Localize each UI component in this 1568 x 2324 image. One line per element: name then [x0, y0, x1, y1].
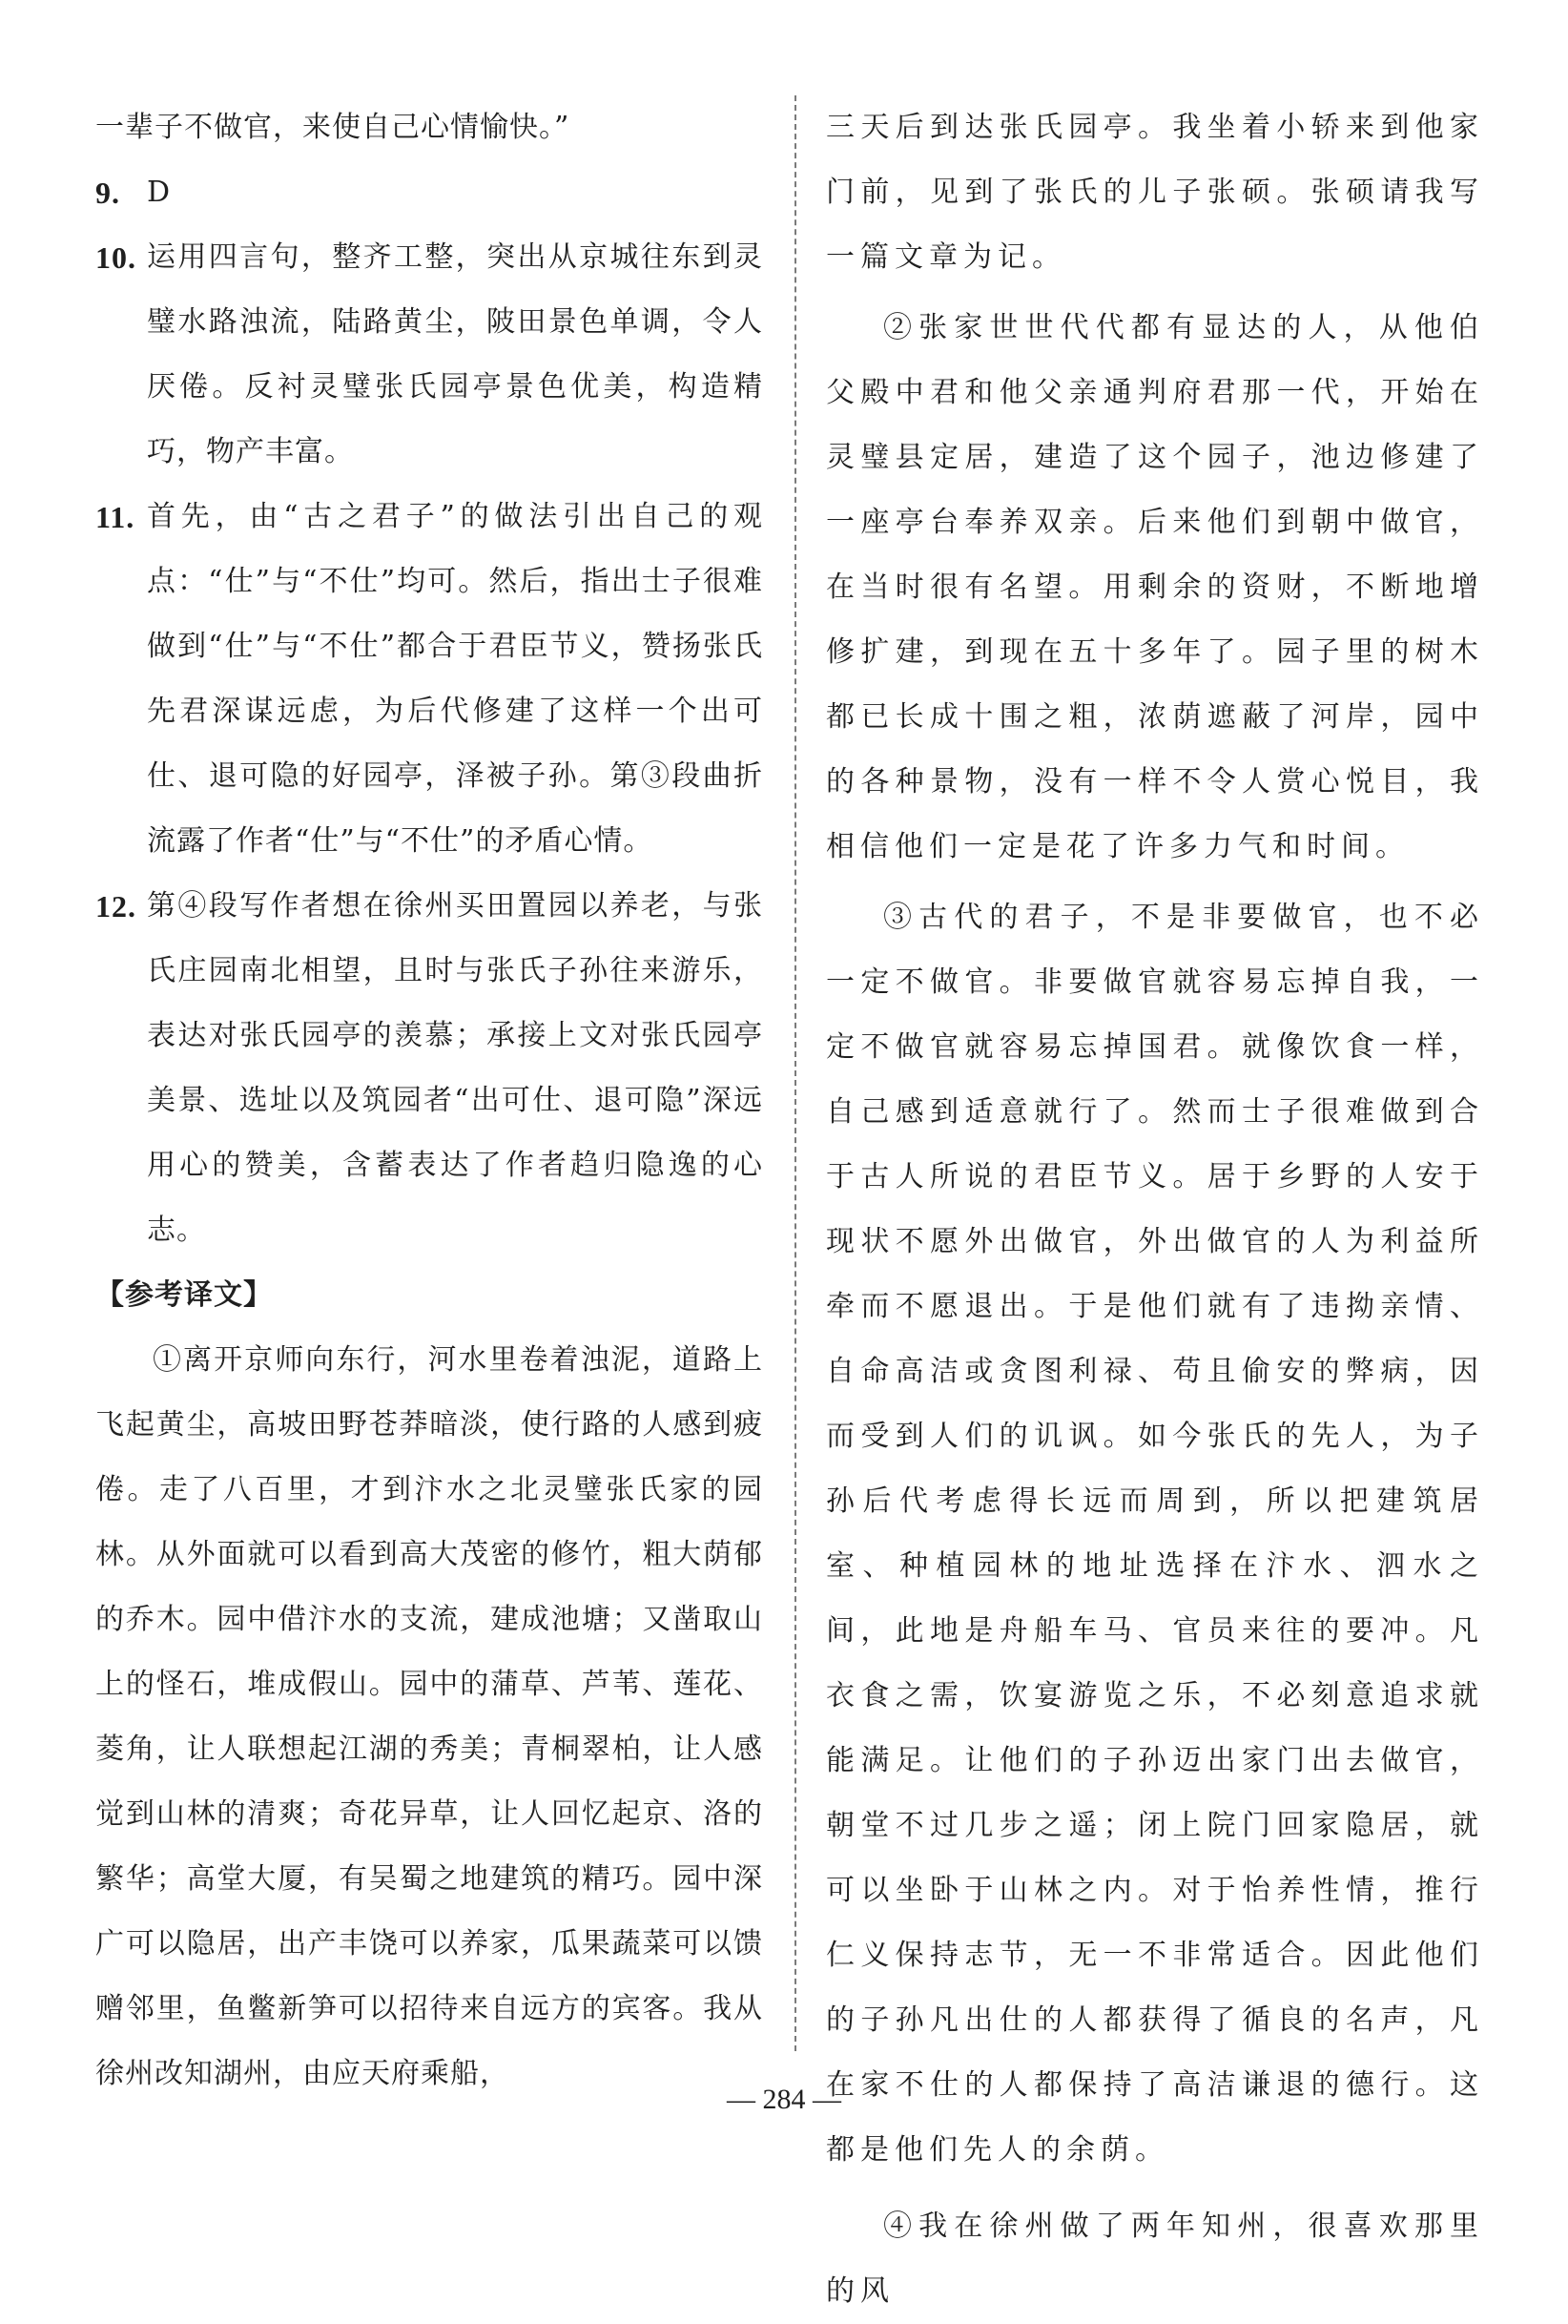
translation-paragraph-4: ④我在徐州做了两年知州，很喜欢那里的风: [826, 2210, 1484, 2308]
item-text: D: [147, 176, 172, 209]
right-column: [826, 95, 1484, 2324]
column-divider: [794, 95, 796, 2051]
item-number: 9.: [95, 176, 120, 210]
item-text: 首先，由“古之君子”的做法引出自己的观点：“仕”与“不仕”均可。然后，指出士子很难做到“仕”与“不仕”都合于君臣节义，赞扬张氏先君深谋远虑，为后代修建了这样一个出可仕、退可隐的好园亭，泽被子孙。第③段曲折流露了作者“仕”与“不仕”的矛盾心情。: [147, 500, 763, 858]
item-number: 12.: [95, 889, 136, 923]
translation-paragraph-2: ②张家世世代代都有显达的人，从他伯父殿中君和他父亲通判府君那一代，开始在灵璧县定居，建造了这个园子，池边修建了一座亭台奉养双亲。后来他们到朝中做官，在当时很有名望。用剩余的资财，不断地增修扩建，到现在五十多年了。园子里的树木都已长成十围之粗，浓荫遮蔽了河岸，园中的各种景物，没有一样不令人赏心悦目，我相信他们一定是花了许多力气和时间。: [826, 311, 1484, 863]
page-number: — 284 —: [727, 2084, 841, 2115]
item-text: 第④段写作者想在徐州买田置园以养老，与张氏庄园南北相望，且时与张氏子孙往来游乐，表达对张氏园亭的羡慕；承接上文对张氏园亭美景、选址以及筑园者“出可仕、退可隐”深远用心的赞美，含蓄表达了作者趋归隐逸的心志。: [147, 889, 763, 1247]
answer-item-10: [95, 225, 763, 485]
translation-paragraph-3: ③古代的君子，不是非要做官，也不必一定不做官。非要做官就容易忘掉自我，一定不做官就容易忘掉国君。就像饮食一样，自己感到适意就行了。然而士子很难做到合于古人所说的君臣节义。居于乡野的人安于现状不愿外出做官，外出做官的人为利益所牵而不愿退出。于是他们就有了违拗亲情、自命高洁或贪图利禄、苟且偷安的弊病，因而受到人们的讥讽。如今张氏的先人，为子孙后代考虑得长远而周到，所以把建筑居室、种植园林的地址选择在汴水、泗水之间，此地是舟船车马、官员来往的要冲。凡衣食之需，饮宴游览之乐，不必刻意追求就能满足。让他们的子孙迈出家门出去做官，朝堂不过几步之遥；闭上院门回家隐居，就可以坐卧于山林之内。对于怡养性情，推行仁义保持志节，无一不非常适合。因此他们的子孙凡出仕的人都获得了循良的名声，凡在家不仕的人都保持了高洁谦退的德行。这都是他们先人的余荫。: [826, 901, 1484, 2167]
lead-text: 一辈子不做官，来使自己心情愉快。”: [95, 111, 570, 144]
answer-item-12: [95, 874, 763, 1263]
item-number: 10.: [95, 240, 136, 275]
section-heading: 【参考译文】: [95, 1278, 273, 1312]
left-column: [95, 95, 763, 2106]
answer-item-11: [95, 485, 763, 874]
item-number: 11.: [95, 500, 135, 534]
translation-paragraph-1: ①离开京师向东行，河水里卷着浊泥，道路上飞起黄尘，高坡田野苍莽暗淡，使行路的人感到疲倦。走了八百里，才到汴水之北灵璧张氏家的园林。从外面就可以看到高大茂密的修竹，粗大荫郁的乔木。园中借汴水的支流，建成池塘；又凿取山上的怪石，堆成假山。园中的蒲草、芦苇、莲花、菱角，让人联想起江湖的秀美；青桐翠柏，让人感觉到山林的清爽；奇花异草，让人回忆起京、洛的繁华；高堂大厦，有吴蜀之地建筑的精巧。园中深广可以隐居，出产丰饶可以养家，瓜果蔬菜可以馈赠邻里，鱼鳖新笋可以招待来自远方的宾客。我从徐州改知湖州，由应天府乘船，: [95, 1343, 763, 2090]
translation-paragraph-1-continued: 三天后到达张氏园亭。我坐着小轿来到他家门前，见到了张氏的儿子张硕。张硕请我写一篇文章为记。: [826, 111, 1484, 274]
answer-item-9: [95, 160, 763, 225]
item-text: 运用四言句，整齐工整，突出从京城往东到灵璧水路浊流，陆路黄尘，陂田景色单调，令人厌倦。反衬灵璧张氏园亭景色优美，构造精巧，物产丰富。: [147, 240, 763, 468]
